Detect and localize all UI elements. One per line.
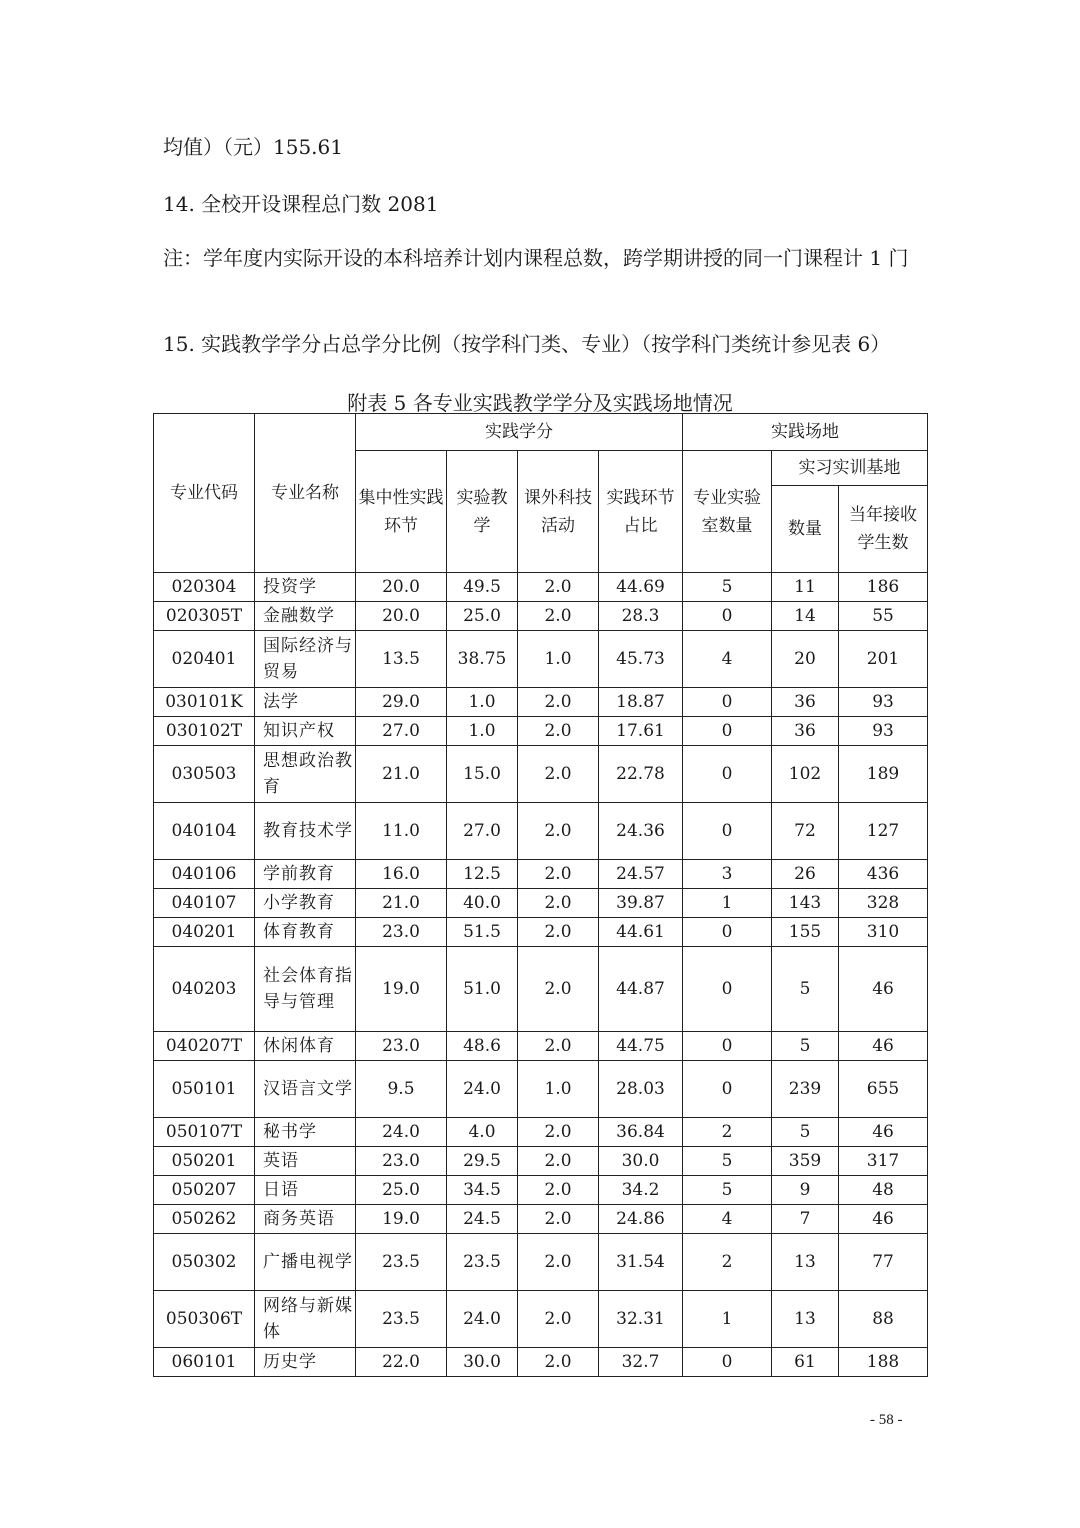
cell-concentrated: 23.0 bbox=[356, 1032, 447, 1061]
cell-name: 汉语言文学 bbox=[255, 1061, 356, 1118]
cell-students: 188 bbox=[839, 1348, 928, 1377]
cell-concentrated: 20.0 bbox=[356, 602, 447, 631]
cell-extracurricular: 2.0 bbox=[518, 889, 599, 918]
cell-count: 13 bbox=[772, 1234, 839, 1291]
cell-code: 050302 bbox=[154, 1234, 255, 1291]
cell-students: 88 bbox=[839, 1291, 928, 1348]
cell-count: 13 bbox=[772, 1291, 839, 1348]
cell-count: 239 bbox=[772, 1061, 839, 1118]
paragraph-course-count: 14. 全校开设课程总门数 2081 bbox=[163, 192, 439, 216]
cell-experiment: 1.0 bbox=[447, 717, 518, 746]
header-extracurricular: 课外科技活动 bbox=[518, 451, 599, 573]
table-row bbox=[154, 1176, 928, 1205]
cell-concentrated: 29.0 bbox=[356, 688, 447, 717]
cell-extracurricular: 2.0 bbox=[518, 860, 599, 889]
cell-ratio: 30.0 bbox=[599, 1147, 683, 1176]
cell-students: 127 bbox=[839, 803, 928, 860]
cell-concentrated: 23.5 bbox=[356, 1291, 447, 1348]
cell-experiment: 48.6 bbox=[447, 1032, 518, 1061]
cell-concentrated: 16.0 bbox=[356, 860, 447, 889]
cell-count: 36 bbox=[772, 717, 839, 746]
header-bases: 实习实训基地 bbox=[772, 451, 928, 486]
cell-extracurricular: 2.0 bbox=[518, 1234, 599, 1291]
cell-experiment: 12.5 bbox=[447, 860, 518, 889]
table-row bbox=[154, 1234, 928, 1291]
cell-extracurricular: 2.0 bbox=[518, 947, 599, 1032]
cell-code: 050262 bbox=[154, 1205, 255, 1234]
cell-name: 学前教育 bbox=[255, 860, 356, 889]
cell-ratio: 24.86 bbox=[599, 1205, 683, 1234]
cell-count: 14 bbox=[772, 602, 839, 631]
cell-concentrated: 19.0 bbox=[356, 947, 447, 1032]
cell-experiment: 4.0 bbox=[447, 1118, 518, 1147]
cell-ratio: 32.7 bbox=[599, 1348, 683, 1377]
cell-experiment: 23.5 bbox=[447, 1234, 518, 1291]
cell-experiment: 24.0 bbox=[447, 1061, 518, 1118]
cell-students: 317 bbox=[839, 1147, 928, 1176]
header-credits: 实践学分 bbox=[356, 414, 683, 451]
cell-name: 广播电视学 bbox=[255, 1234, 356, 1291]
cell-students: 310 bbox=[839, 918, 928, 947]
cell-labs: 0 bbox=[683, 688, 772, 717]
cell-name: 知识产权 bbox=[255, 717, 356, 746]
table-row bbox=[154, 1205, 928, 1234]
cell-students: 201 bbox=[839, 631, 928, 688]
cell-code: 030101K bbox=[154, 688, 255, 717]
cell-code: 050306T bbox=[154, 1291, 255, 1348]
cell-students: 46 bbox=[839, 1032, 928, 1061]
header-experiment: 实验教学 bbox=[447, 451, 518, 573]
header-name: 专业名称 bbox=[255, 414, 356, 573]
cell-code: 050207 bbox=[154, 1176, 255, 1205]
paragraph-note: 注：学年度内实际开设的本科培养计划内课程总数，跨学期讲授的同一门课程计 1 门 bbox=[163, 246, 909, 270]
cell-name: 英语 bbox=[255, 1147, 356, 1176]
cell-labs: 2 bbox=[683, 1118, 772, 1147]
cell-labs: 0 bbox=[683, 717, 772, 746]
header-concentrated: 集中性实践环节 bbox=[356, 451, 447, 573]
cell-code: 040207T bbox=[154, 1032, 255, 1061]
cell-experiment: 29.5 bbox=[447, 1147, 518, 1176]
header-count: 数量 bbox=[772, 486, 839, 573]
cell-extracurricular: 2.0 bbox=[518, 573, 599, 602]
cell-count: 26 bbox=[772, 860, 839, 889]
cell-count: 9 bbox=[772, 1176, 839, 1205]
table-row bbox=[154, 1118, 928, 1147]
table-row bbox=[154, 947, 928, 1032]
cell-students: 186 bbox=[839, 573, 928, 602]
cell-concentrated: 23.0 bbox=[356, 1147, 447, 1176]
cell-ratio: 32.31 bbox=[599, 1291, 683, 1348]
cell-ratio: 45.73 bbox=[599, 631, 683, 688]
table-row bbox=[154, 1348, 928, 1377]
cell-ratio: 44.61 bbox=[599, 918, 683, 947]
cell-ratio: 39.87 bbox=[599, 889, 683, 918]
cell-students: 93 bbox=[839, 717, 928, 746]
cell-experiment: 38.75 bbox=[447, 631, 518, 688]
cell-concentrated: 11.0 bbox=[356, 803, 447, 860]
header-students: 当年接收学生数 bbox=[839, 486, 928, 573]
cell-count: 36 bbox=[772, 688, 839, 717]
cell-experiment: 49.5 bbox=[447, 573, 518, 602]
cell-experiment: 24.5 bbox=[447, 1205, 518, 1234]
cell-extracurricular: 2.0 bbox=[518, 717, 599, 746]
cell-experiment: 15.0 bbox=[447, 746, 518, 803]
cell-name: 网络与新媒体 bbox=[255, 1291, 356, 1348]
cell-extracurricular: 1.0 bbox=[518, 631, 599, 688]
cell-labs: 2 bbox=[683, 1234, 772, 1291]
cell-code: 030503 bbox=[154, 746, 255, 803]
table-row bbox=[154, 746, 928, 803]
cell-ratio: 44.87 bbox=[599, 947, 683, 1032]
table-row bbox=[154, 573, 928, 602]
cell-concentrated: 13.5 bbox=[356, 631, 447, 688]
cell-experiment: 40.0 bbox=[447, 889, 518, 918]
cell-count: 61 bbox=[772, 1348, 839, 1377]
cell-ratio: 28.3 bbox=[599, 602, 683, 631]
cell-code: 040107 bbox=[154, 889, 255, 918]
cell-extracurricular: 2.0 bbox=[518, 1032, 599, 1061]
cell-concentrated: 19.0 bbox=[356, 1205, 447, 1234]
cell-extracurricular: 2.0 bbox=[518, 1176, 599, 1205]
table-row bbox=[154, 717, 928, 746]
cell-extracurricular: 2.0 bbox=[518, 803, 599, 860]
cell-experiment: 51.0 bbox=[447, 947, 518, 1032]
cell-extracurricular: 2.0 bbox=[518, 688, 599, 717]
table-row bbox=[154, 688, 928, 717]
cell-labs: 5 bbox=[683, 573, 772, 602]
table-row bbox=[154, 631, 928, 688]
cell-extracurricular: 2.0 bbox=[518, 1205, 599, 1234]
cell-code: 020304 bbox=[154, 573, 255, 602]
cell-students: 48 bbox=[839, 1176, 928, 1205]
cell-name: 国际经济与贸易 bbox=[255, 631, 356, 688]
cell-extracurricular: 2.0 bbox=[518, 746, 599, 803]
cell-name: 日语 bbox=[255, 1176, 356, 1205]
cell-ratio: 18.87 bbox=[599, 688, 683, 717]
cell-labs: 0 bbox=[683, 746, 772, 803]
cell-count: 5 bbox=[772, 947, 839, 1032]
header-ratio: 实践环节占比 bbox=[599, 451, 683, 573]
cell-ratio: 24.57 bbox=[599, 860, 683, 889]
cell-ratio: 22.78 bbox=[599, 746, 683, 803]
table-row bbox=[154, 918, 928, 947]
header-code: 专业代码 bbox=[154, 414, 255, 573]
cell-extracurricular: 2.0 bbox=[518, 602, 599, 631]
cell-code: 050201 bbox=[154, 1147, 255, 1176]
cell-experiment: 51.5 bbox=[447, 918, 518, 947]
cell-count: 359 bbox=[772, 1147, 839, 1176]
cell-labs: 0 bbox=[683, 803, 772, 860]
cell-students: 328 bbox=[839, 889, 928, 918]
cell-labs: 1 bbox=[683, 1291, 772, 1348]
cell-students: 55 bbox=[839, 602, 928, 631]
cell-concentrated: 25.0 bbox=[356, 1176, 447, 1205]
cell-code: 030102T bbox=[154, 717, 255, 746]
cell-name: 社会体育指导与管理 bbox=[255, 947, 356, 1032]
cell-experiment: 1.0 bbox=[447, 688, 518, 717]
cell-count: 72 bbox=[772, 803, 839, 860]
cell-students: 436 bbox=[839, 860, 928, 889]
cell-ratio: 44.69 bbox=[599, 573, 683, 602]
cell-concentrated: 20.0 bbox=[356, 573, 447, 602]
cell-name: 投资学 bbox=[255, 573, 356, 602]
cell-labs: 5 bbox=[683, 1147, 772, 1176]
cell-code: 050107T bbox=[154, 1118, 255, 1147]
cell-count: 5 bbox=[772, 1032, 839, 1061]
cell-concentrated: 9.5 bbox=[356, 1061, 447, 1118]
cell-students: 46 bbox=[839, 1118, 928, 1147]
cell-count: 143 bbox=[772, 889, 839, 918]
cell-concentrated: 23.5 bbox=[356, 1234, 447, 1291]
cell-concentrated: 27.0 bbox=[356, 717, 447, 746]
table-row bbox=[154, 602, 928, 631]
cell-count: 11 bbox=[772, 573, 839, 602]
cell-extracurricular: 2.0 bbox=[518, 918, 599, 947]
cell-name: 休闲体育 bbox=[255, 1032, 356, 1061]
cell-labs: 0 bbox=[683, 947, 772, 1032]
cell-experiment: 25.0 bbox=[447, 602, 518, 631]
cell-code: 060101 bbox=[154, 1348, 255, 1377]
cell-ratio: 36.84 bbox=[599, 1118, 683, 1147]
table-row bbox=[154, 1291, 928, 1348]
table-row bbox=[154, 1032, 928, 1061]
header-sites: 实践场地 bbox=[683, 414, 928, 451]
table-caption: 附表 5 各专业实践教学学分及实践场地情况 bbox=[347, 391, 733, 415]
practice-credits-table bbox=[153, 413, 928, 1377]
cell-labs: 0 bbox=[683, 1348, 772, 1377]
cell-labs: 1 bbox=[683, 889, 772, 918]
table-row bbox=[154, 860, 928, 889]
cell-name: 小学教育 bbox=[255, 889, 356, 918]
table-row bbox=[154, 803, 928, 860]
cell-code: 040106 bbox=[154, 860, 255, 889]
cell-experiment: 30.0 bbox=[447, 1348, 518, 1377]
cell-code: 020401 bbox=[154, 631, 255, 688]
cell-code: 040201 bbox=[154, 918, 255, 947]
cell-labs: 0 bbox=[683, 602, 772, 631]
cell-name: 体育教育 bbox=[255, 918, 356, 947]
cell-concentrated: 21.0 bbox=[356, 889, 447, 918]
table-row bbox=[154, 889, 928, 918]
cell-extracurricular: 2.0 bbox=[518, 1348, 599, 1377]
cell-concentrated: 24.0 bbox=[356, 1118, 447, 1147]
cell-extracurricular: 2.0 bbox=[518, 1291, 599, 1348]
cell-name: 金融数学 bbox=[255, 602, 356, 631]
cell-name: 商务英语 bbox=[255, 1205, 356, 1234]
cell-extracurricular: 1.0 bbox=[518, 1061, 599, 1118]
cell-code: 020305T bbox=[154, 602, 255, 631]
cell-labs: 5 bbox=[683, 1176, 772, 1205]
cell-code: 050101 bbox=[154, 1061, 255, 1118]
cell-labs: 3 bbox=[683, 860, 772, 889]
cell-name: 教育技术学 bbox=[255, 803, 356, 860]
cell-name: 法学 bbox=[255, 688, 356, 717]
cell-concentrated: 23.0 bbox=[356, 918, 447, 947]
cell-ratio: 28.03 bbox=[599, 1061, 683, 1118]
cell-extracurricular: 2.0 bbox=[518, 1147, 599, 1176]
cell-concentrated: 21.0 bbox=[356, 746, 447, 803]
cell-labs: 4 bbox=[683, 1205, 772, 1234]
cell-concentrated: 22.0 bbox=[356, 1348, 447, 1377]
paragraph-practice-ratio: 15. 实践教学学分占总学分比例（按学科门类、专业）（按学科门类统计参见表 6） bbox=[163, 332, 891, 356]
paragraph-avg-value: 均值）（元）155.61 bbox=[163, 135, 343, 159]
cell-experiment: 27.0 bbox=[447, 803, 518, 860]
cell-ratio: 24.36 bbox=[599, 803, 683, 860]
cell-ratio: 31.54 bbox=[599, 1234, 683, 1291]
cell-students: 93 bbox=[839, 688, 928, 717]
header-labs: 专业实验室数量 bbox=[683, 451, 772, 573]
page-number: - 58 - bbox=[870, 1412, 903, 1428]
cell-labs: 0 bbox=[683, 1061, 772, 1118]
cell-labs: 4 bbox=[683, 631, 772, 688]
cell-labs: 0 bbox=[683, 918, 772, 947]
cell-name: 思想政治教育 bbox=[255, 746, 356, 803]
table-row bbox=[154, 1061, 928, 1118]
cell-count: 102 bbox=[772, 746, 839, 803]
cell-students: 77 bbox=[839, 1234, 928, 1291]
table-row bbox=[154, 1147, 928, 1176]
cell-name: 秘书学 bbox=[255, 1118, 356, 1147]
cell-count: 20 bbox=[772, 631, 839, 688]
cell-ratio: 17.61 bbox=[599, 717, 683, 746]
cell-ratio: 34.2 bbox=[599, 1176, 683, 1205]
cell-experiment: 24.0 bbox=[447, 1291, 518, 1348]
cell-students: 46 bbox=[839, 947, 928, 1032]
cell-experiment: 34.5 bbox=[447, 1176, 518, 1205]
cell-count: 5 bbox=[772, 1118, 839, 1147]
cell-students: 46 bbox=[839, 1205, 928, 1234]
cell-count: 7 bbox=[772, 1205, 839, 1234]
cell-labs: 0 bbox=[683, 1032, 772, 1061]
cell-students: 189 bbox=[839, 746, 928, 803]
cell-name: 历史学 bbox=[255, 1348, 356, 1377]
cell-count: 155 bbox=[772, 918, 839, 947]
cell-ratio: 44.75 bbox=[599, 1032, 683, 1061]
cell-code: 040104 bbox=[154, 803, 255, 860]
cell-code: 040203 bbox=[154, 947, 255, 1032]
cell-extracurricular: 2.0 bbox=[518, 1118, 599, 1147]
cell-students: 655 bbox=[839, 1061, 928, 1118]
